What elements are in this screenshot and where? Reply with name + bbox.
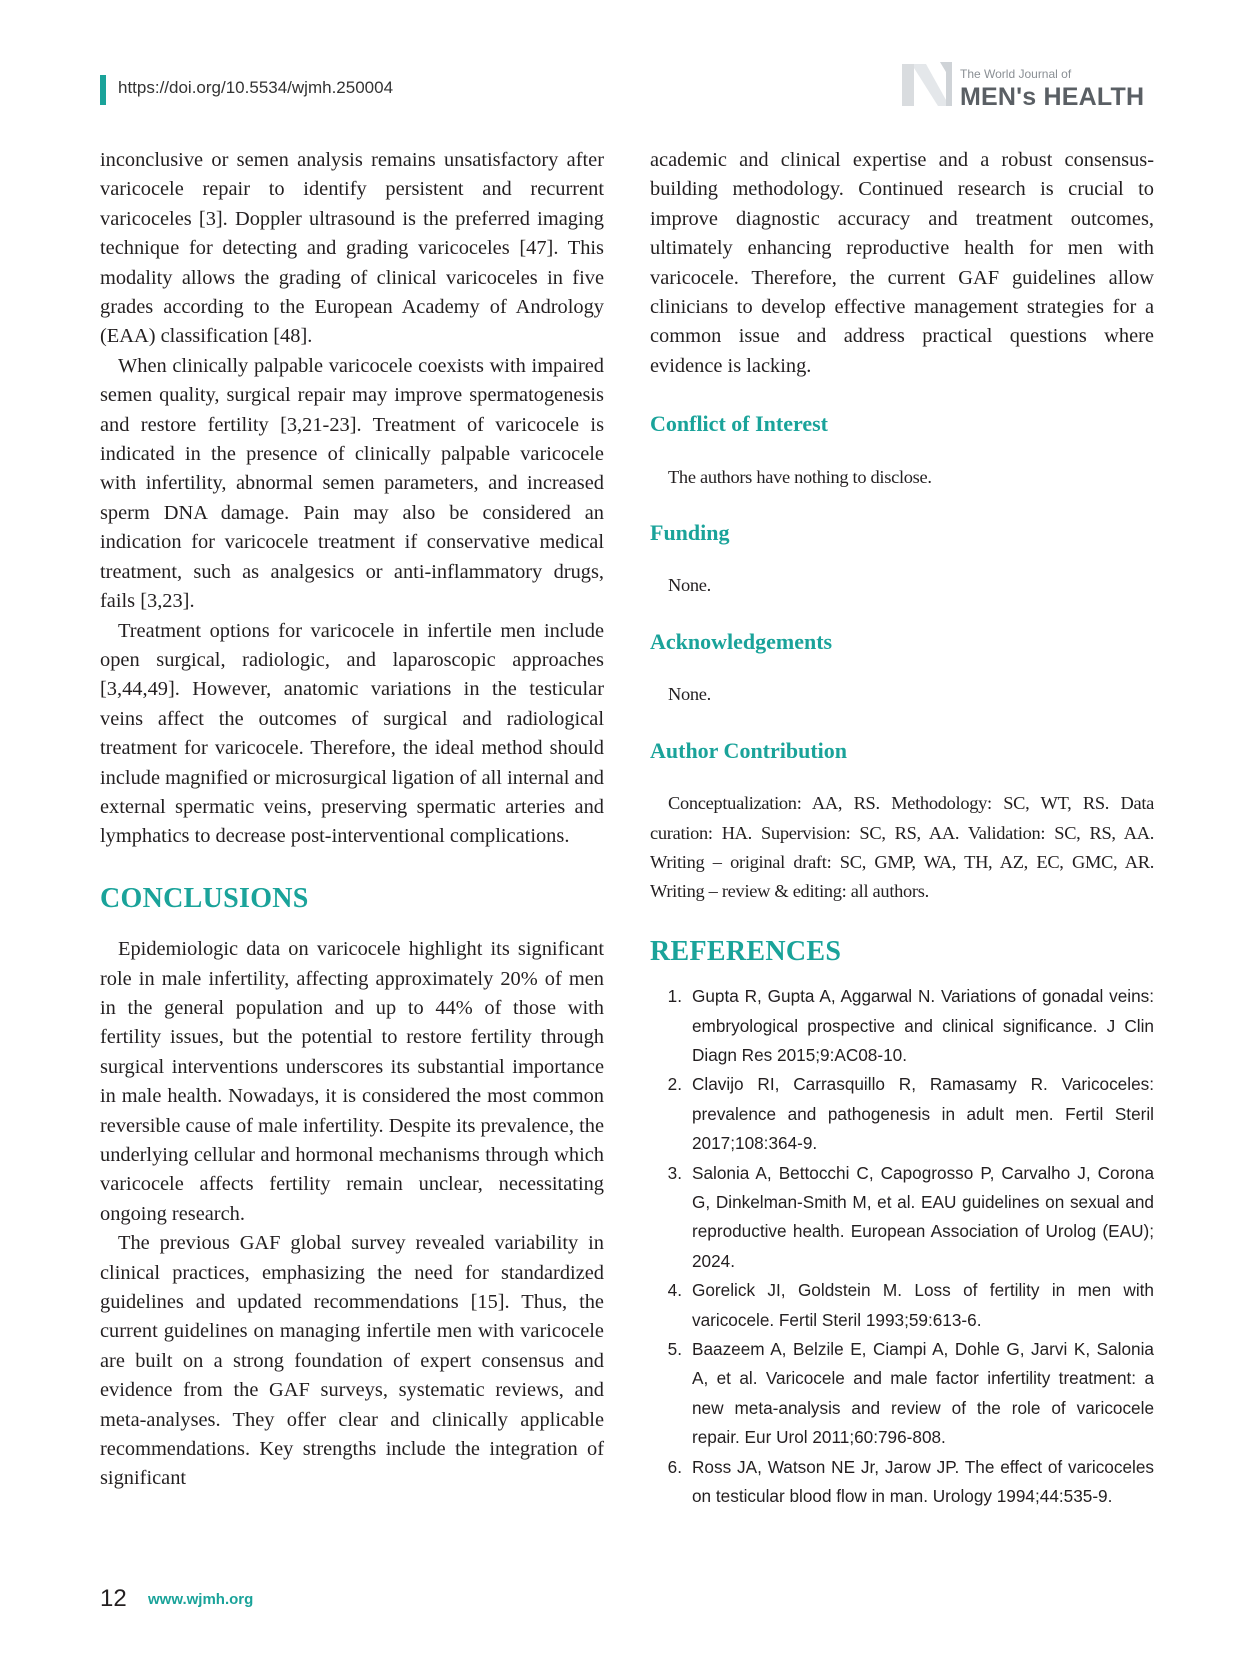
right-column — [650, 146, 1154, 1511]
reference-list — [650, 982, 1154, 1511]
author-contribution-heading: Author Contribution — [650, 737, 848, 763]
reference-number: 2. — [667, 1074, 682, 1095]
doi-accent-bar — [100, 75, 106, 105]
reference-number: 4. — [667, 1280, 682, 1301]
reference-number: 5. — [667, 1339, 682, 1359]
author-contribution-text: Conceptualization: AA, RS. Methodology: SC, WT, RS. Data curation: HA. Supervision: SC, RS, AA. Validation: SC, RS, AA. Writing – original draft: SC, GMP, WA, TH, AZ, EC, GMC, AR. Writing – review & editing: all authors. — [650, 793, 1154, 902]
reference-number: 1. — [667, 986, 682, 1007]
reference-item — [650, 1070, 1154, 1158]
website-link[interactable]: www.wjmh.org — [148, 1591, 254, 1608]
body-paragraph: inconclusive or semen analysis remains unsatisfactory after varicocele repair to identify persistent and recurrent varicoceles [3]. Doppler ultrasound is the preferred imaging technique for detecting and grading varicoceles [47]. This modality allows the grading of clinical varicoceles in five grades according to the European Academy of Andrology (EAA) classification [48]. — [100, 149, 604, 348]
body-paragraph: academic and clinical expertise and a robust consensus-building methodology. Continued research is crucial to improve diagnostic accuracy and treatment outcomes, ultimately enhancing reproductive health for men with varicocele. Therefore, the current GAF guidelines allow clinicians to develop effective management strategies for a common issue and address practical questions where evidence is lacking. — [650, 149, 1154, 377]
page-number: 12 — [100, 1585, 127, 1612]
reference-number: 3. — [667, 1162, 682, 1183]
funding-heading: Funding — [650, 520, 730, 546]
funding-text: None. — [668, 575, 711, 596]
conflict-of-interest-heading: Conflict of Interest — [650, 411, 828, 437]
reference-text: Ross JA, Watson NE Jr, Jarow JP. The effect of varicoceles on testicular blood flow in man. Urology 1994;44:535-9. — [692, 1456, 1154, 1507]
reference-item — [650, 1453, 1154, 1512]
acknowledgements-text: None. — [668, 684, 711, 705]
journal-logo — [900, 58, 1150, 114]
reference-text: Clavijo RI, Carrasquillo R, Ramasamy R. Varicoceles: prevalence and pathogenesis in adult men. Fertil Steril 2017;108:364-9. — [692, 1074, 1154, 1154]
acknowledgements-heading: Acknowledgements — [650, 628, 833, 654]
conclusions-heading: CONCLUSIONS — [100, 882, 309, 914]
reference-text: Gorelick JI, Goldstein M. Loss of fertility in men with varicocele. Fertil Steril 1993;59:613-6. — [692, 1280, 1154, 1330]
conflict-of-interest-text: The authors have nothing to disclose. — [668, 466, 932, 487]
reference-text: Salonia A, Bettocchi C, Capogrosso P, Carvalho J, Corona G, Dinkelman-Smith M, et al. EAU guidelines on sexual and reproductive health. European Association of Urolog (EAU); 2024. — [692, 1162, 1154, 1271]
reference-text: Gupta R, Gupta A, Aggarwal N. Variations of gonadal veins: embryological prospective and clinical significance. J Clin Diagn Res 2015;9:AC08-10. — [692, 986, 1154, 1065]
reference-item — [650, 1335, 1154, 1453]
journal-logo-title: MEN's HEALTH — [960, 83, 1145, 111]
left-column — [100, 146, 604, 1494]
references-heading: REFERENCES — [650, 935, 842, 967]
doi-link[interactable]: https://doi.org/10.5534/wjmh.250004 — [118, 78, 394, 97]
reference-item — [650, 982, 1154, 1070]
journal-logo-mark-icon — [900, 60, 958, 108]
reference-number: 6. — [667, 1456, 682, 1477]
body-paragraph: Treatment options for varicocele in infertile men include open surgical, radiologic, and laparoscopic approaches [3,44,49]. However, anatomic variations in the testicular veins affect the outcomes of surgical and radiological treatment for varicocele. Therefore, the ideal method should include magnified or microsurgical ligation of all internal and external spermatic veins, preserving spermatic arteries and lymphatics to decrease post-interventional complications. — [100, 619, 604, 848]
reference-text: Baazeem A, Belzile E, Ciampi A, Dohle G, Jarvi K, Salonia A, et al. Varicocele and male factor infertility treatment: a new meta-analysis and review of the role of varicocele repair. Eur Urol 2011;60:796-808. — [692, 1339, 1154, 1448]
reference-item — [650, 1276, 1154, 1335]
journal-logo-subtitle: The World Journal of — [960, 67, 1072, 81]
reference-item — [650, 1159, 1154, 1277]
body-paragraph: When clinically palpable varicocele coexists with impaired semen quality, surgical repair may improve spermatogenesis and restore fertility [3,21-23]. Treatment of varicocele is indicated in the presence of clinically palpable varicocele with infertility, abnormal semen parameters, and increased sperm DNA damage. Pain may also be considered an indication for varicocele treatment if conservative medical treatment, such as analgesics or anti-inflammatory drugs, fails [3,23]. — [100, 354, 604, 613]
body-paragraph: Epidemiologic data on varicocele highlight its significant role in male infertility, affecting approximately 20% of men in the general population and up to 44% of those with fertility issues, but the potential to restore fertility through surgical interventions underscores its substantial importance in male health. Nowadays, it is considered the most common reversible cause of male infertility. Despite its prevalence, the underlying cellular and hormonal mechanisms through which varicocele affects fertility remain unclear, necessitating ongoing research. — [100, 938, 604, 1225]
body-paragraph: The previous GAF global survey revealed variability in clinical practices, emphasizing the need for standardized guidelines and updated recommendations [15]. Thus, the current guidelines on managing infertile men with varicocele are built on a strong foundation of expert consensus and evidence from the GAF surveys, systematic reviews, and meta-analyses. They offer clear and clinically applicable recommendations. Key strengths include the integration of significant — [100, 1232, 604, 1490]
